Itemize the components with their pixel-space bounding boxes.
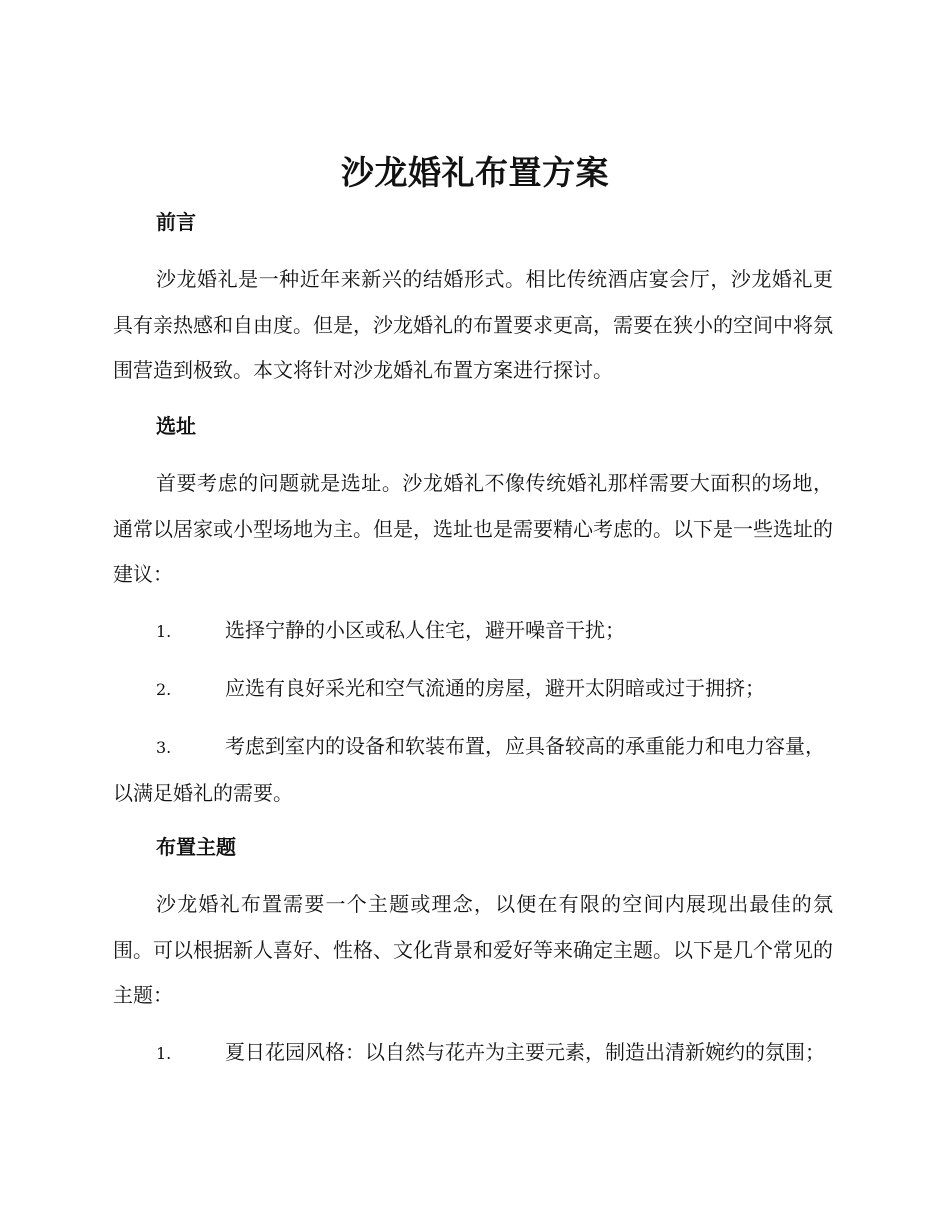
list-number: 1. <box>156 622 172 641</box>
list-item-text: 选择宁静的小区或私人住宅，避开噪音干扰； <box>225 618 625 642</box>
section-paragraph-site-selection: 首要考虑的问题就是选址。沙龙婚礼不像传统婚礼那样需要大面积的场地，通常以居家或小型场地为主。但是，选址也是需要精心考虑的。以下是一些选址的建议： <box>113 471 833 586</box>
section-heading-site-selection: 选址 <box>156 414 196 438</box>
list-item <box>113 608 833 655</box>
list-number: 3. <box>156 738 172 757</box>
list-item-text: 应选有良好采光和空气流通的房屋，避开太阴暗或过于拥挤； <box>225 676 765 700</box>
list-item <box>113 666 833 713</box>
list-number: 1. <box>156 1044 172 1063</box>
section-paragraph-preface: 沙龙婚礼是一种近年来新兴的结婚形式。相比传统酒店宴会厅，沙龙婚礼更具有亲热感和自由度。但是，沙龙婚礼的布置要求更高，需要在狭小的空间中将氛围营造到极致。本文将针对沙龙婚礼布置方案进行探讨。 <box>113 267 833 382</box>
section-heading-theme: 布置主题 <box>156 835 236 859</box>
list-number: 2. <box>156 680 172 699</box>
document-title: 沙龙婚礼布置方案 <box>341 153 609 192</box>
list-item-text: 夏日花园风格：以自然与花卉为主要元素，制造出清新婉约的氛围； <box>225 1040 825 1064</box>
section-heading-preface: 前言 <box>156 210 196 234</box>
list-item <box>113 724 833 816</box>
list-item-text: 考虑到室内的设备和软装布置，应具备较高的承重能力和电力容量，以满足婚礼的需要。 <box>113 734 825 805</box>
list-item <box>113 1030 833 1077</box>
section-paragraph-theme: 沙龙婚礼布置需要一个主题或理念，以便在有限的空间内展现出最佳的氛围。可以根据新人喜好、性格、文化背景和爱好等来确定主题。以下是几个常见的主题： <box>113 892 833 1007</box>
